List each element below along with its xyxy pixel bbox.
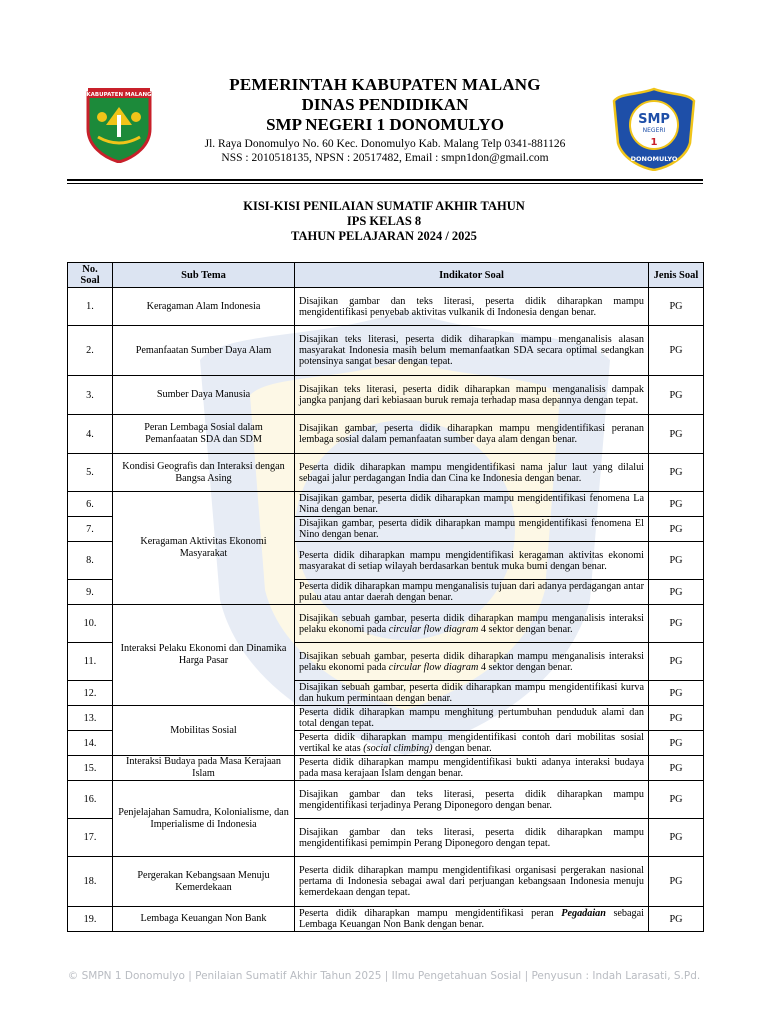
cell-indikator: Disajikan gambar dan teks literasi, peserta didik diharapkan mampu mengidentifikasi pemimpin Perang Diponegoro dengan tepat. [295,819,649,857]
cell-jenis: PG [649,857,704,907]
table-row [68,326,704,376]
cell-indikator: Disajikan gambar dan teks literasi, peserta didik diharapkan mampu mengidentifikasi penyebab aktivitas vulkanik di Indonesia dengan benar. [295,288,649,326]
cell-jenis: PG [649,492,704,517]
logo-place-text: DONOMULYO [630,155,678,163]
title-line-2: IPS KELAS 8 [346,214,422,228]
school-address: Jl. Raya Donomulyo No. 60 Kec. Donomulyo Kab. Malang Telp 0341-881126 [204,138,566,150]
cell-no: 13. [68,706,113,731]
cell-no: 12. [68,681,113,706]
header-sub-tema: Sub Tema [113,263,295,288]
logo-smp-text: SMP [638,112,670,127]
school-contact: NSS : 2010518135, NPSN : 20517482, Email : smpn1don@gmail.com [221,152,549,164]
cell-indikator [295,605,649,643]
cell-subtema: Pemanfaatan Sumber Daya Alam [113,326,295,376]
cell-no: 17. [68,819,113,857]
cell-indikator: Peserta didik diharapkan mampu mengidentifikasi organisasi pergerakan nasional pertama di Indonesia sebagai awal dari perjuangan kebangsaan Indonesia menuju kemerdekaan dengan tepat. [295,857,649,907]
cell-no: 16. [68,781,113,819]
cell-no: 19. [68,907,113,932]
cell-no: 9. [68,580,113,605]
header-divider-thick [67,179,703,181]
cell-jenis: PG [649,907,704,932]
table-row [68,288,704,326]
table-row [68,907,704,932]
cell-jenis: PG [649,376,704,415]
cell-jenis: PG [649,580,704,605]
table-row [68,857,704,907]
cell-no: 11. [68,643,113,681]
cell-subtema: Sumber Daya Manusia [113,376,295,415]
cell-indikator: Disajikan gambar, peserta didik diharapkan mampu mengidentifikasi peranan lembaga sosial dalam pemanfaatan sumber daya alam dengan benar. [295,415,649,454]
cell-jenis: PG [649,454,704,492]
table-row [68,781,704,819]
header-jenis-soal: Jenis Soal [649,263,704,288]
cell-no: 2. [68,326,113,376]
table-row [68,756,704,781]
indikator-text: Peserta didik diharapkan mampu mengidentifikasi peran [299,908,562,919]
cell-jenis: PG [649,542,704,580]
cell-jenis: PG [649,288,704,326]
cell-jenis: PG [649,819,704,857]
table-row [68,415,704,454]
emblem-label: KABUPATEN MALANG [86,92,152,98]
indikator-text: 4 sektor dengan benar. [478,623,573,635]
cell-no: 6. [68,492,113,517]
cell-subtema: Penjelajahan Samudra, Kolonialisme, dan Imperialisme di Indonesia [113,781,295,857]
cell-no: 5. [68,454,113,492]
kisi-kisi-table [67,262,704,932]
cell-indikator [295,643,649,681]
cell-subtema: Interaksi Budaya pada Masa Kerajaan Islam [113,756,295,781]
cell-indikator: Disajikan gambar dan teks literasi, peserta didik diharapkan mampu mengidentifikasi terjadinya Perang Diponegoro dengan benar. [295,781,649,819]
cell-subtema: Keragaman Alam Indonesia [113,288,295,326]
cell-jenis: PG [649,517,704,542]
cell-indikator: Disajikan teks literasi, peserta didik diharapkan mampu menganalisis dampak jangka panjang dari kebiasaan buruk remaja terhadap masa depannya dengan tepat. [295,376,649,415]
cell-indikator: Disajikan gambar, peserta didik diharapkan mampu mengidentifikasi fenomena La Nina dengan benar. [295,492,649,517]
indikator-text: Peserta didik diharapkan mampu mengidentifikasi contoh dari mobilitas sosial vertikal ke atas [299,732,644,754]
table-row [68,376,704,415]
logo-digit-text: 1 [650,137,658,148]
page-footer: © SMPN 1 Donomulyo | Penilaian Sumatif Akhir Tahun 2025 | Ilmu Pengetahuan Sosial | Penyusun : Indah Larasati, S.Pd. [67,970,701,982]
document-title [0,199,768,244]
cell-jenis: PG [649,706,704,731]
indikator-italic-term: Pegadaian [561,908,606,919]
cell-jenis: PG [649,415,704,454]
cell-indikator [295,731,649,756]
smp-negeri-1-donomulyo-logo-icon [612,87,696,171]
government-name: PEMERINTAH KABUPATEN MALANG [229,75,541,94]
cell-subtema: Kondisi Geografis dan Interaksi dengan Bangsa Asing [113,454,295,492]
table-row [68,706,704,731]
cell-indikator: Peserta didik diharapkan mampu mengidentifikasi bukti adanya interaksi budaya pada masa kerajaan Islam dengan benar. [295,756,649,781]
logo-negeri-text: NEGERI [642,127,666,134]
cell-indikator: Disajikan teks literasi, peserta didik diharapkan mampu menganalisis alasan masyarakat Indonesia masih belum memanfaatkan SDA secara optimal sedangkan potensinya sangat besar dengan tepat. [295,326,649,376]
indikator-italic-term: (social climbing) [363,743,433,754]
cell-jenis: PG [649,605,704,643]
table-row [68,492,704,517]
indikator-text: 4 sektor dengan benar. [478,661,573,673]
cell-subtema: Lembaga Keuangan Non Bank [113,907,295,932]
cell-jenis: PG [649,731,704,756]
header-indikator-soal: Indikator Soal [295,263,649,288]
cell-jenis: PG [649,326,704,376]
table-row [68,605,704,643]
cell-no: 3. [68,376,113,415]
cell-no: 1. [68,288,113,326]
cell-subtema: Pergerakan Kebangsaan Menuju Kemerdekaan [113,857,295,907]
cell-subtema: Peran Lembaga Sosial dalam Pemanfaatan SDA dan SDM [113,415,295,454]
cell-subtema: Keragaman Aktivitas Ekonomi Masyarakat [113,492,295,605]
cell-no: 15. [68,756,113,781]
cell-jenis: PG [649,643,704,681]
letterhead [0,75,768,175]
cell-subtema: Mobilitas Sosial [113,706,295,756]
cell-no: 10. [68,605,113,643]
cell-indikator: Peserta didik diharapkan mampu menganalisis tujuan dari adanya perdagangan antar pulau atau antar daerah dengan benar. [295,580,649,605]
cell-no: 7. [68,517,113,542]
title-line-1: KISI-KISI PENILAIAN SUMATIF AKHIR TAHUN [243,199,525,213]
cell-indikator: Disajikan gambar, peserta didik diharapkan mampu mengidentifikasi fenomena El Nino dengan benar. [295,517,649,542]
header-no-soal: No. Soal [68,263,113,288]
indikator-text: Disajikan sebuah gambar, peserta didik diharapkan mampu menganalisis interaksi pelaku ekonomi pada [299,612,644,635]
cell-jenis: PG [649,681,704,706]
cell-jenis: PG [649,756,704,781]
cell-indikator: Peserta didik diharapkan mampu mengidentifikasi nama jalur laut yang dilalui sebagai jalur perdagangan India dan Cina ke Indonesia dengan benar. [295,454,649,492]
cell-jenis: PG [649,781,704,819]
cell-no: 14. [68,731,113,756]
indikator-text: sebagai Lembaga Keuangan Non Bank dengan benar. [299,908,644,930]
cell-indikator [295,907,649,932]
header-divider-thin [67,183,703,184]
table-row [68,454,704,492]
cell-indikator: Peserta didik diharapkan mampu menghitung pertumbuhan penduduk alami dan total dengan tepat. [295,706,649,731]
cell-no: 8. [68,542,113,580]
department-name: DINAS PENDIDIKAN [301,95,469,114]
school-name: SMP NEGERI 1 DONOMULYO [266,115,504,134]
kabupaten-malang-emblem-icon [84,85,154,163]
indikator-italic-term: circular flow diagram [388,661,479,673]
cell-subtema: Interaksi Pelaku Ekonomi dan Dinamika Harga Pasar [113,605,295,706]
cell-no: 18. [68,857,113,907]
cell-no: 4. [68,415,113,454]
cell-indikator: Disajikan sebuah gambar, peserta didik diharapkan mampu mengidentifikasi kurva dan hukum permintaan dengan benar. [295,681,649,706]
indikator-text: Disajikan sebuah gambar, peserta didik diharapkan mampu menganalisis interaksi pelaku ekonomi pada [299,650,644,673]
title-line-3: TAHUN PELAJARAN 2024 / 2025 [291,229,477,243]
indikator-italic-term: circular flow diagram [388,623,479,635]
indikator-text: dengan benar. [432,743,492,754]
cell-indikator: Peserta didik diharapkan mampu mengidentifikasi keragaman aktivitas ekonomi masyarakat di setiap wilayah berdasarkan bentuk muka bumi dengan benar. [295,542,649,580]
